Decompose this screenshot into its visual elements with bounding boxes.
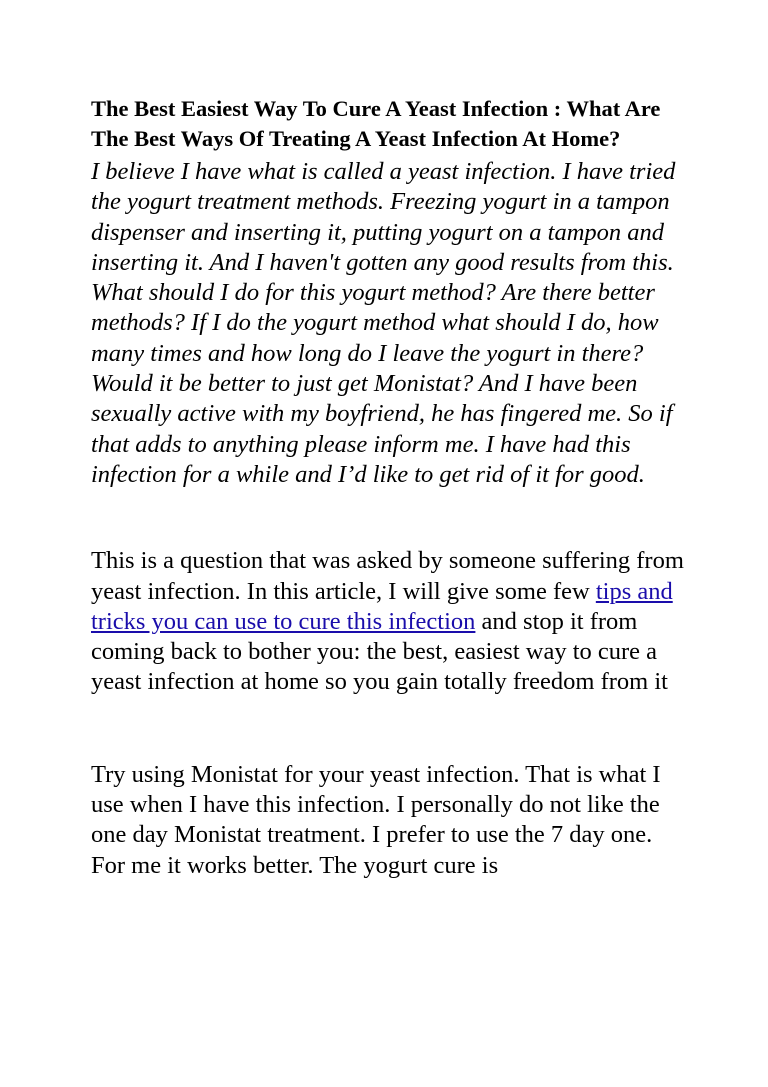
intro-text-after-link: and stop it from coming back to bother you: the best, easiest way to cure a yeast infection at home so you gain totally freedom from it [91, 607, 668, 696]
tips-and-tricks-link[interactable]: tips and tricks you can use to cure this infection [91, 577, 673, 635]
intro-paragraph [91, 546, 691, 697]
monistat-paragraph: Try using Monistat for your yeast infection. That is what I use when I have this infection. I personally do not like the one day Monistat treatment. I prefer to use the 7 day one. For me it works better. The yogurt cure is [91, 760, 661, 879]
intro-text-before-link: This is a question that was asked by someone suffering from yeast infection. In this article, I will give some few [91, 547, 684, 605]
question-paragraph: I believe I have what is called a yeast infection. I have tried the yogurt treatment methods. Freezing yogurt in a tampon dispenser and inserting it, putting yogurt on a tampon and inserting it. And I haven't gotten any good results from this. What should I do for this yogurt method? Are there better methods? If I do the yogurt method what should I do, how many times and how long do I leave the yogurt in there? Would it be better to just get Monistat? And I have been sexually active with my boyfriend, he has fingered me. So if that adds to anything please inform me. I have had this infection for a while and I’d like to get rid of it for good. [91, 158, 676, 488]
article-title: The Best Easiest Way To Cure A Yeast Infection : What Are The Best Ways Of Treating A Yeast Infection At Home? [91, 96, 661, 151]
document-page [91, 94, 691, 881]
